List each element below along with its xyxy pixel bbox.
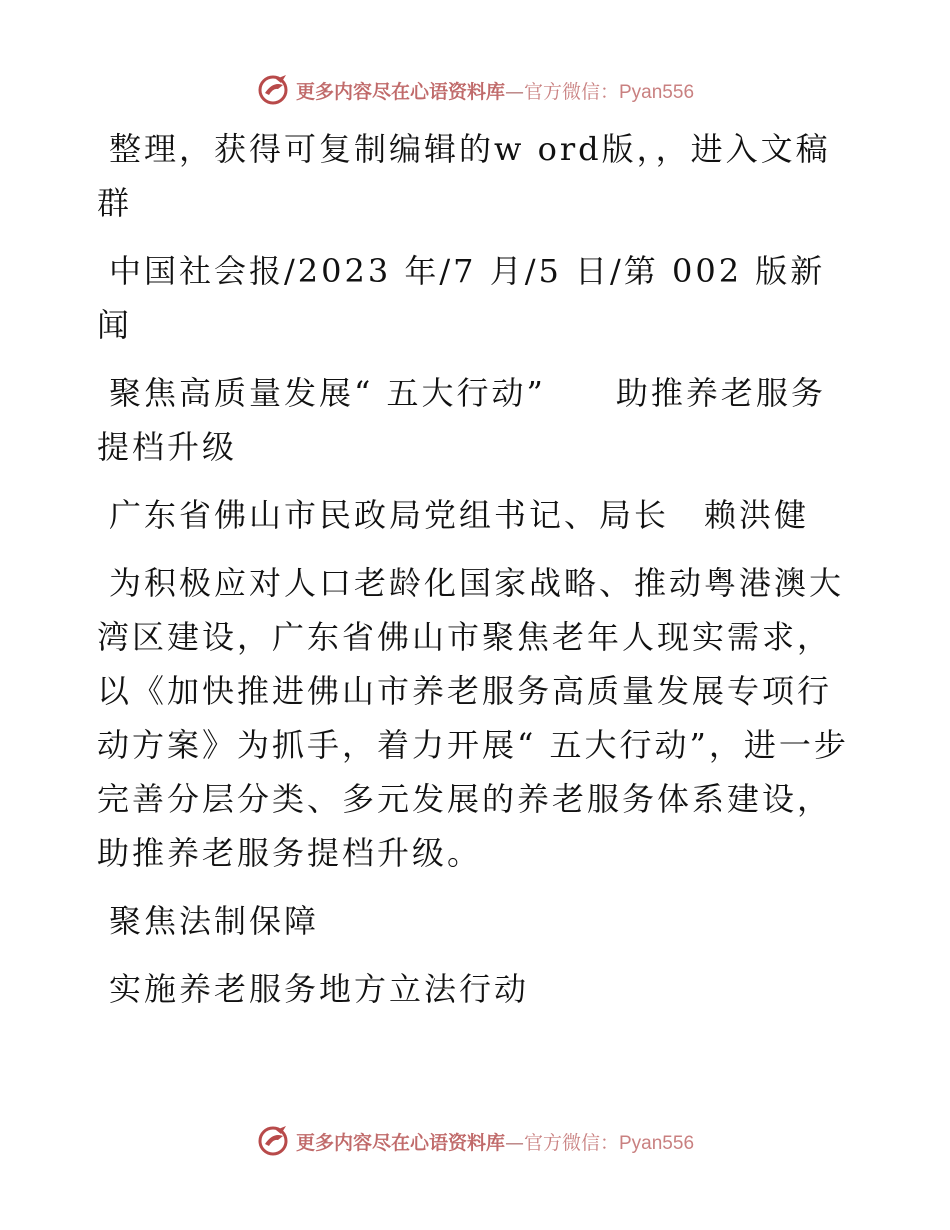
header-brand-text: 更多内容尽在心语资料库 — [295, 80, 505, 103]
header-banner-text — [296, 77, 694, 104]
footer-dash: — — [504, 1131, 524, 1154]
footer-banner — [0, 1121, 950, 1161]
brand-logo-icon — [256, 73, 290, 107]
header-banner-inner — [256, 73, 694, 107]
footer-brand-text: 更多内容尽在心语资料库 — [295, 1131, 505, 1154]
header-wechat-label: 官方微信： — [523, 80, 619, 103]
header-banner — [0, 70, 950, 110]
footer-wechat-id: Pyan556 — [619, 1132, 695, 1154]
paragraph-author-line: 广东省佛山市民政局党组书记、局长 赖洪健 — [109, 496, 810, 534]
paragraph-lead: 为积极应对人口老龄化国家战略、推动粤港澳大湾区建设，广东省佛山市聚焦老年人现实需求，以《加快推进佛山市养老服务高质量发展专项行动方案》为抓手，着力开展“ 五大行动”，进一步完善分层分类、多元发展的养老服务体系建设，助推养老服务提档升级。 — [97, 564, 849, 872]
paragraph-source-line: 中国社会报/2023 年/7 月/5 日/第 002 版新闻 — [97, 252, 826, 344]
paragraph-subheading: 实施养老服务地方立法行动 — [109, 970, 530, 1008]
header-dash: — — [504, 80, 524, 103]
document-body — [97, 122, 857, 1030]
footer-wechat-label: 官方微信： — [523, 1131, 619, 1154]
paragraph-intro-note: 整理，获得可复制编辑的w ord版，，进入文稿群 — [97, 130, 831, 222]
paragraph-article-title: 聚焦高质量发展“ 五大行动” 助推养老服务提档升级 — [97, 374, 826, 466]
brand-logo-icon — [256, 1124, 290, 1158]
footer-banner-text — [296, 1128, 694, 1155]
paragraph-section-heading: 聚焦法制保障 — [109, 902, 320, 940]
footer-banner-inner — [256, 1124, 694, 1158]
header-wechat-id: Pyan556 — [619, 81, 695, 103]
